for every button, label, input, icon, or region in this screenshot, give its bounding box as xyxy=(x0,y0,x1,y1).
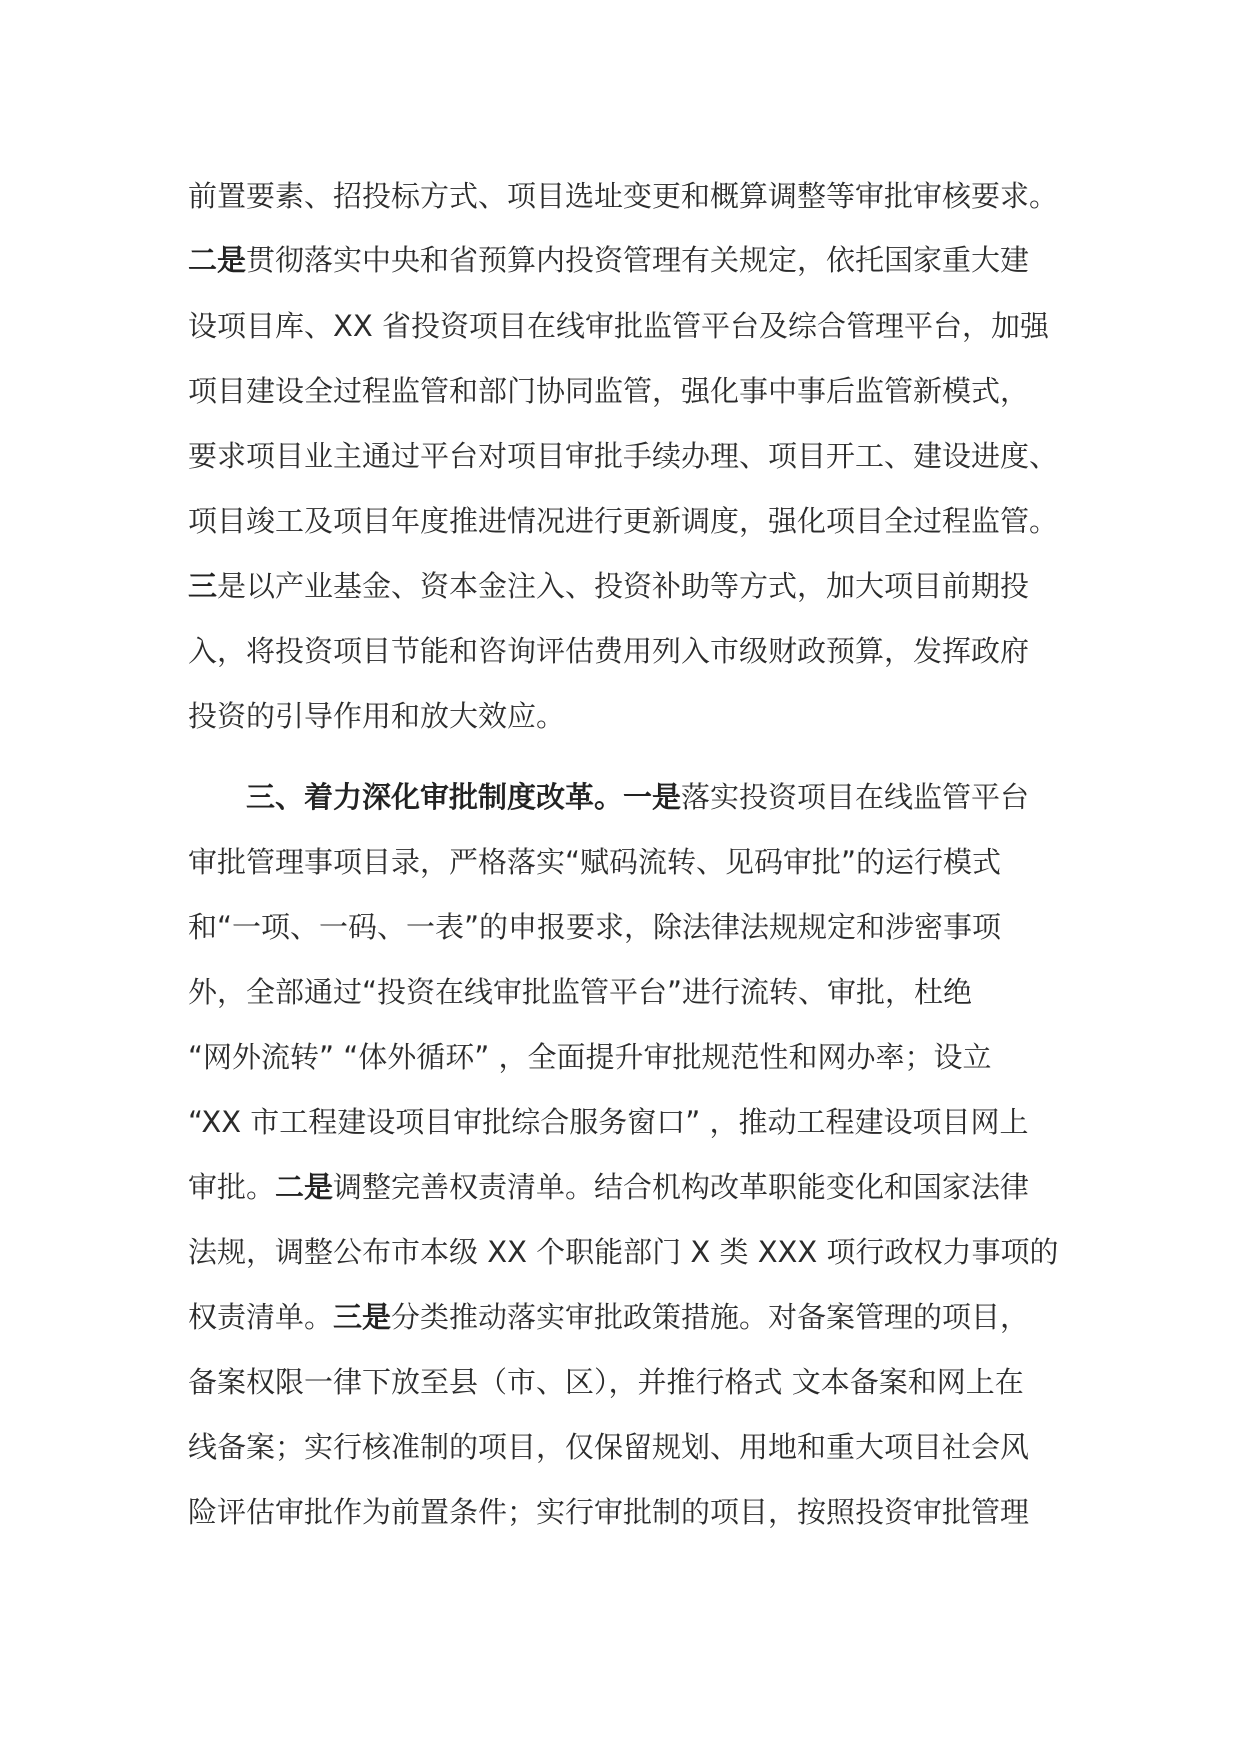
text-segment: 设项目库、XX 省投资项目在线审批监管平台及综合管理平台，加强 xyxy=(188,309,1049,343)
text-segment: 项目建设全过程监管和部门协同监管，强化事中事后监管新模式， xyxy=(188,374,1030,408)
paragraph-line-9 xyxy=(188,696,1088,736)
section-heading: 三、着力深化审批制度改革。一是 xyxy=(246,780,682,814)
paragraph-line-19 xyxy=(188,1362,1088,1402)
paragraph-line-11 xyxy=(188,842,1088,882)
bold-marker-text: 二是 xyxy=(188,243,247,277)
paragraph-line-15 xyxy=(188,1102,1088,1142)
text-segment: 投资的引导作用和放大效应。 xyxy=(188,699,566,733)
text-segment: “XX 市工程建设项目审批综合服务窗口” ，推动工程建设项目网上 xyxy=(188,1105,1029,1139)
text-segment: 贯彻落实中央和省预算内投资管理有关规定，依托国家重大建 xyxy=(246,243,1030,277)
text-segment: 调整完善权责清单。结合机构改革职能变化和国家法律 xyxy=(333,1170,1030,1204)
text-segment: 落实投资项目在线监管平台 xyxy=(681,780,1030,814)
text-segment: 和“一项、一码、一表”的申报要求，除法律法规规定和涉密事项 xyxy=(188,910,1002,944)
text-segment: 法规，调整公布市本级 XX 个职能部门 X 类 XXX 项行政权力事项的 xyxy=(188,1235,1059,1269)
paragraph-line-5 xyxy=(188,436,1088,476)
text-segment: 项目竣工及项目年度推进情况进行更新调度，强化项目全过程监管。 xyxy=(188,504,1059,538)
paragraph-line-2 xyxy=(188,240,1088,280)
paragraph-line-1 xyxy=(188,176,1088,216)
paragraph-line-6 xyxy=(188,501,1088,541)
paragraph-line-14 xyxy=(188,1037,1088,1077)
paragraph-line-21 xyxy=(188,1492,1088,1532)
paragraph-line-20 xyxy=(188,1427,1088,1467)
text-segment: 前置要素、招投标方式、项目选址变更和概算调整等审批审核要求。 xyxy=(188,179,1059,213)
bold-marker-text: 三是 xyxy=(333,1300,392,1334)
text-segment: 外，全部通过“投资在线审批监管平台”进行流转、审批，杜绝 xyxy=(188,975,973,1009)
text-segment: 线备案；实行核准制的项目，仅保留规划、用地和重大项目社会风 xyxy=(188,1430,1030,1464)
text-segment: 备案权限一律下放至县（市、区），并推行格式 文本备案和网上在 xyxy=(188,1365,1024,1399)
text-segment: 险评估审批作为前置条件；实行审批制的项目，按照投资审批管理 xyxy=(188,1495,1030,1529)
text-segment: 审批。 xyxy=(188,1170,276,1204)
paragraph-line-8 xyxy=(188,631,1088,671)
paragraph-line-4 xyxy=(188,371,1088,411)
text-segment: 审批管理事项目录，严格落实“赋码流转、见码审批”的运行模式 xyxy=(188,845,1002,879)
bold-marker-text: 三 xyxy=(188,569,218,603)
section-heading-line xyxy=(246,777,1088,817)
paragraph-line-18 xyxy=(188,1297,1088,1337)
text-segment: 是以产业基金、资本金注入、投资补助等方式，加大项目前期投 xyxy=(217,569,1030,603)
text-segment: 权责清单。 xyxy=(188,1300,334,1334)
paragraph-line-7 xyxy=(188,566,1088,606)
paragraph-line-12 xyxy=(188,907,1088,947)
paragraph-line-16 xyxy=(188,1167,1088,1207)
paragraph-line-3 xyxy=(188,306,1088,346)
text-segment: 要求项目业主通过平台对项目审批手续办理、项目开工、建设进度、 xyxy=(188,439,1059,473)
paragraph-line-17 xyxy=(188,1232,1088,1272)
text-segment: 分类推动落实审批政策措施。对备案管理的项目， xyxy=(391,1300,1030,1334)
text-segment: 入，将投资项目节能和咨询评估费用列入市级财政预算，发挥政府 xyxy=(188,634,1030,668)
paragraph-line-13 xyxy=(188,972,1088,1012)
bold-marker-text: 二是 xyxy=(275,1170,334,1204)
text-segment: “网外流转” “体外循环” ，全面提升审批规范性和网办率；设立 xyxy=(188,1040,992,1074)
